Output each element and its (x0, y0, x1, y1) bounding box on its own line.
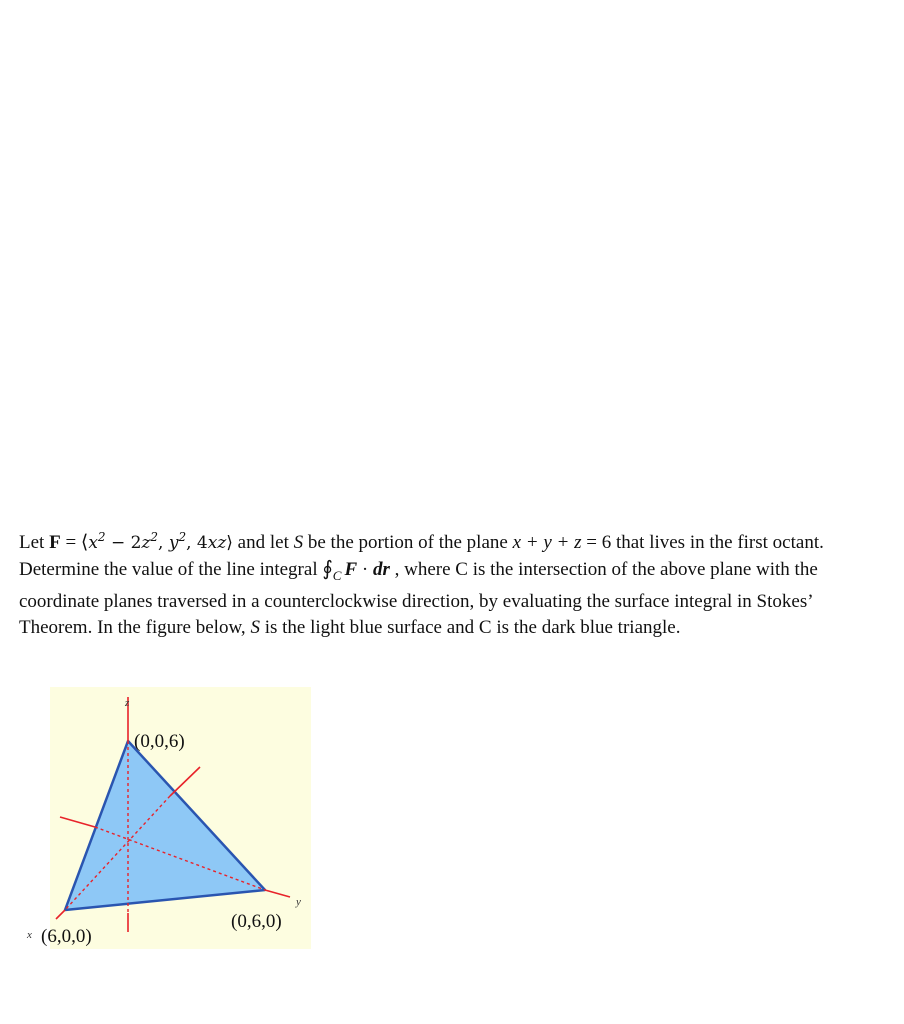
axis-label-z: z (125, 697, 130, 709)
plane-equation: x + y + z (512, 532, 582, 553)
exponent: 2 (150, 530, 159, 544)
dr-symbol: dr (372, 559, 390, 580)
axis-label-x: x (27, 929, 32, 941)
surface-s (65, 741, 265, 910)
dot-operator: · (357, 559, 373, 580)
surface-symbol: S (293, 532, 304, 553)
exponent: 2 (178, 530, 187, 544)
math-term: − 2 (105, 533, 142, 553)
figure-canvas (27, 687, 311, 949)
stokes-figure (27, 687, 311, 949)
text-segment: Let (19, 532, 50, 553)
y-axis-back (60, 817, 95, 827)
x-axis-front (56, 910, 65, 919)
vertex-label-left: (6,0,0) (41, 926, 92, 947)
math-y: y (168, 533, 179, 553)
contour-integral-symbol: ∮ (322, 558, 333, 580)
math-x: x (88, 533, 98, 553)
text-segment: = ⟨ (60, 532, 89, 553)
exponent: 2 (97, 530, 106, 544)
text-segment: = 6 that lives in the first octant. Determine the value of the line integral (19, 532, 824, 580)
vector-field-symbol: F (49, 532, 61, 553)
vector-field-symbol: F (344, 559, 358, 580)
math-close: ⟩ (226, 533, 233, 553)
problem-statement (19, 530, 879, 641)
vertex-label-top: (0,0,6) (134, 731, 185, 752)
math-sep: , (158, 533, 169, 553)
text-segment: is the light blue surface and C is the dark blue triangle. (259, 616, 681, 638)
text-segment: and let (232, 532, 294, 553)
axis-label-y: y (296, 896, 301, 908)
surface-symbol: S (250, 616, 260, 638)
math-z: z (141, 533, 151, 553)
text-segment: , where C is the intersection of the above plane with the coordinate planes traversed in a counterclockwise direction, by evaluating the surface integral in Stokes’ Theorem. In the figure below, (19, 559, 818, 638)
contour-subscript: C (332, 567, 342, 583)
vertex-label-right: (0,6,0) (231, 911, 282, 932)
x-axis-back (170, 767, 200, 796)
text-segment: be the portion of the plane (303, 532, 513, 553)
math-term: , 4 (186, 533, 208, 553)
y-axis-front (265, 890, 290, 897)
math-xz: xz (207, 533, 227, 553)
